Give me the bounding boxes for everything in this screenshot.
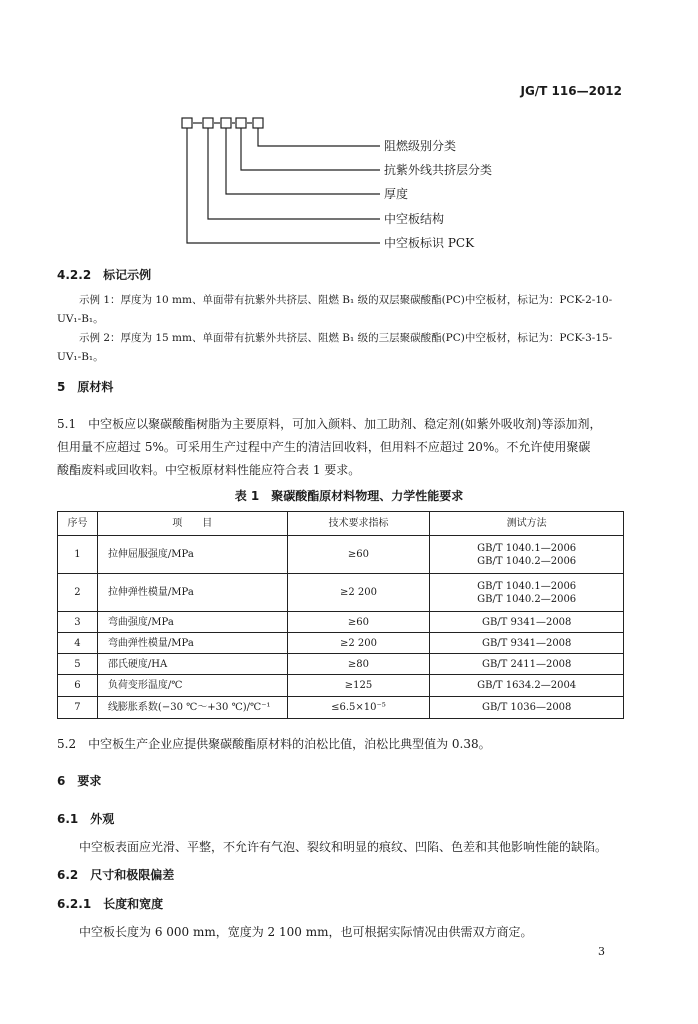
para-6-2-1: 中空板长度为 6 000 mm，宽度为 2 100 mm，也可根据实际情况由供需双方商定。 bbox=[79, 925, 533, 939]
para-5-2: 5.2 中空板生产企业应提供聚碳酸酯原材料的泊松比值，泊松比典型值为 0.38。 bbox=[57, 737, 491, 751]
row-method bbox=[430, 574, 624, 612]
row-method bbox=[430, 536, 624, 574]
row-item: 线膨胀系数(−30 ℃～+30 ℃)/℃⁻¹ bbox=[97, 697, 287, 719]
row-req: ≥2 200 bbox=[287, 633, 430, 654]
row-req: ≥125 bbox=[287, 675, 430, 697]
table-caption: 表 1 聚碳酸酯原材料物理、力学性能要求 bbox=[234, 489, 464, 503]
col-header-method: 测试方法 bbox=[430, 512, 624, 536]
col-header-no: 序号 bbox=[58, 512, 98, 536]
heading-5: 5 原材料 bbox=[57, 380, 114, 394]
box-5 bbox=[253, 118, 263, 128]
page-number: 3 bbox=[598, 945, 605, 958]
heading-4-2-2: 4.2.2 标记示例 bbox=[57, 268, 152, 282]
row-method: GB/T 1634.2—2004 bbox=[430, 675, 624, 697]
table-row bbox=[58, 536, 624, 574]
row-req: ≥60 bbox=[287, 536, 430, 574]
box-3 bbox=[221, 118, 231, 128]
heading-6-1: 6.1 外观 bbox=[57, 812, 115, 826]
table-row bbox=[58, 675, 624, 697]
table-row bbox=[58, 654, 624, 675]
row-item: 负荷变形温度/℃ bbox=[97, 675, 287, 697]
label-structure: 中空板结构 bbox=[384, 212, 445, 226]
method-line: GB/T 1040.2—2006 bbox=[477, 593, 577, 605]
standard-code-header: JG/T 116—2012 bbox=[520, 84, 622, 98]
row-item: 拉伸弹性模量/MPa bbox=[97, 574, 287, 612]
row-no: 2 bbox=[58, 574, 98, 612]
method-line: GB/T 1040.2—2006 bbox=[477, 555, 577, 567]
row-req: ≤6.5×10⁻⁵ bbox=[287, 697, 430, 719]
example-2-line1: 示例 2：厚度为 15 mm、单面带有抗紫外共挤层、阻燃 B₁ 级的三层聚碳酸酯(PC)中空板材，标记为：PCK-3-15- bbox=[79, 332, 613, 344]
box-4 bbox=[236, 118, 246, 128]
example-1-line2: UV₁-B₁。 bbox=[57, 313, 104, 325]
marking-diagram bbox=[0, 0, 698, 260]
table-1 bbox=[57, 511, 624, 719]
para-5-1-line3: 酸酯废料或回收料。中空板原材料性能应符合表 1 要求。 bbox=[57, 463, 361, 477]
para-5-1-line1: 5.1 中空板应以聚碳酸酯树脂为主要原料，可加入颜料、加工助剂、稳定剂(如紫外吸收剂)等添加剂， bbox=[57, 417, 602, 431]
heading-6: 6 要求 bbox=[57, 774, 102, 788]
row-no: 5 bbox=[58, 654, 98, 675]
table-row bbox=[58, 574, 624, 612]
example-2-line2: UV₁-B₁。 bbox=[57, 351, 104, 363]
method-line: GB/T 1040.1—2006 bbox=[477, 542, 577, 554]
row-no: 6 bbox=[58, 675, 98, 697]
col-header-item: 项 目 bbox=[97, 512, 287, 536]
para-5-1-line2: 但用量不应超过 5%。可采用生产过程中产生的清洁回收料，但用料不应超过 20%。不允许使用聚碳 bbox=[57, 440, 591, 454]
label-pck: 中空板标识 PCK bbox=[384, 236, 475, 250]
row-method: GB/T 9341—2008 bbox=[430, 633, 624, 654]
row-method: GB/T 9341—2008 bbox=[430, 612, 624, 633]
heading-6-2-1: 6.2.1 长度和宽度 bbox=[57, 897, 164, 911]
row-no: 4 bbox=[58, 633, 98, 654]
method-line: GB/T 1040.1—2006 bbox=[477, 580, 577, 592]
label-fire-class: 阻燃级别分类 bbox=[384, 139, 457, 153]
col-header-req: 技术要求指标 bbox=[287, 512, 430, 536]
label-uv-layer: 抗紫外线共挤层分类 bbox=[384, 163, 493, 177]
heading-6-2: 6.2 尺寸和极限偏差 bbox=[57, 868, 175, 882]
table-row bbox=[58, 612, 624, 633]
label-thickness: 厚度 bbox=[384, 187, 409, 201]
row-item: 邵氏硬度/HA bbox=[97, 654, 287, 675]
row-method: GB/T 2411—2008 bbox=[430, 654, 624, 675]
row-item: 弯曲弹性模量/MPa bbox=[97, 633, 287, 654]
table-row bbox=[58, 697, 624, 719]
box-2 bbox=[203, 118, 213, 128]
row-req: ≥60 bbox=[287, 612, 430, 633]
row-req: ≥80 bbox=[287, 654, 430, 675]
row-item: 弯曲强度/MPa bbox=[97, 612, 287, 633]
row-no: 3 bbox=[58, 612, 98, 633]
row-item: 拉伸屈服强度/MPa bbox=[97, 536, 287, 574]
para-6-1: 中空板表面应光滑、平整，不允许有气泡、裂纹和明显的痕纹、凹陷、色差和其他影响性能的缺陷。 bbox=[79, 840, 608, 854]
row-no: 1 bbox=[58, 536, 98, 574]
row-no: 7 bbox=[58, 697, 98, 719]
row-req: ≥2 200 bbox=[287, 574, 430, 612]
table-header-row bbox=[58, 512, 624, 536]
row-method: GB/T 1036—2008 bbox=[430, 697, 624, 719]
table-row bbox=[58, 633, 624, 654]
box-1 bbox=[182, 118, 192, 128]
example-1-line1: 示例 1：厚度为 10 mm、单面带有抗紫外共挤层、阻燃 B₁ 级的双层聚碳酸酯(PC)中空板材，标记为：PCK-2-10- bbox=[79, 294, 613, 306]
